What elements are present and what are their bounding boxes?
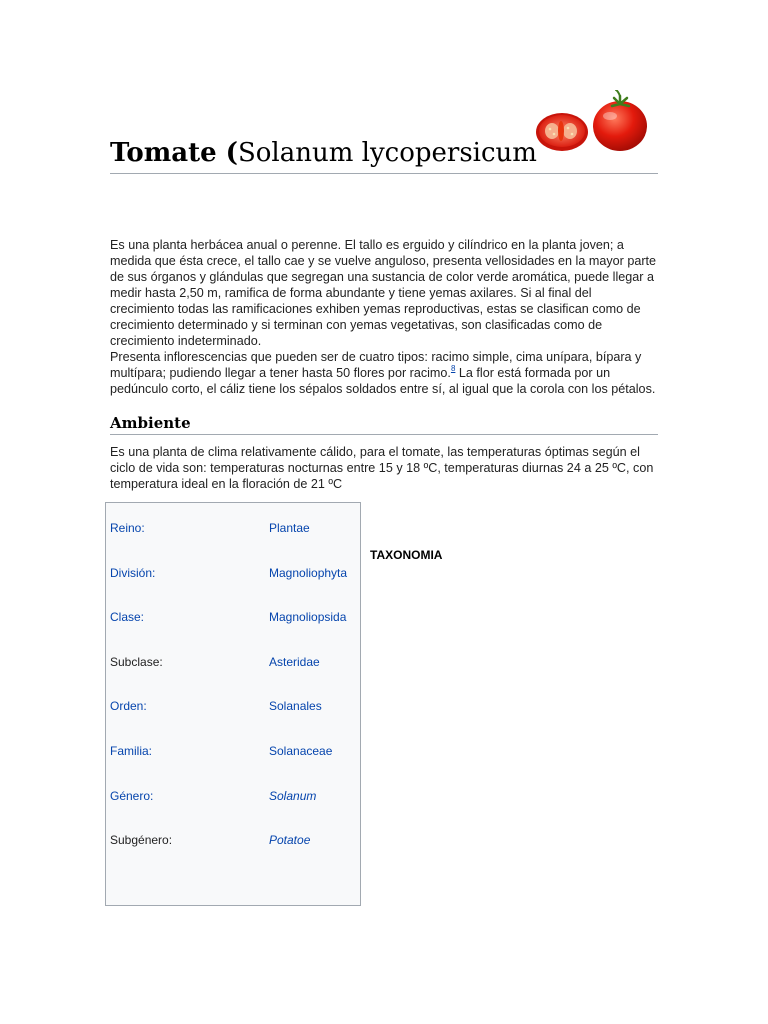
taxonomy-label-reino[interactable]: Reino: [110,521,145,535]
taxonomy-label-clase[interactable]: Clase: [110,610,145,624]
taxonomy-value-genero[interactable]: Solanum [269,789,317,803]
taxonomy-label-subclase: Subclase: [110,655,163,669]
intro-paragraph-2 [110,349,658,397]
taxonomy-label-orden[interactable]: Orden: [110,699,147,713]
ambiente-paragraph: Es una planta de clima relativamente cálido, para el tomate, las temperaturas óptimas según el ciclo de vida son: temperaturas nocturnas entre 15 y 18 ºC, temperaturas diurnas 24 a 25 ºC, con temperatura ideal en la floración de 21 ºC [110,445,654,491]
taxonomy-value-division[interactable]: Magnoliophyta [269,566,348,580]
taxonomy-label-subgenero: Subgénero: [110,833,173,847]
intro-paragraph-2-text-end: La flor está formada por un pedúnculo corto, el cáliz tiene los sépalos soldados entre sí, al igual que la corola con los pétalos. [110,366,656,396]
tomato-image [530,90,650,160]
taxonomy-value-clase[interactable]: Magnoliopsida [269,610,347,624]
taxonomy-row [106,833,360,849]
taxonomy-row [106,744,360,760]
section-divider [110,434,658,435]
taxonomy-value-familia[interactable]: Solanaceae [269,744,333,758]
intro-paragraph-2-text: Presenta inflorescencias que pueden ser de cuatro tipos: racimo simple, cima unípara, bípara y multípara; pudiendo llegar a tener hasta 50 flores por racimo. [110,350,642,380]
reference-link[interactable]: 8 [450,364,456,373]
taxonomy-row [106,655,360,671]
intro-paragraph-1: Es una planta herbácea anual o perenne. El tallo es erguido y cilíndrico en la planta joven; a medida que ésta crece, el tallo cae y se vuelve anguloso, presenta vellosidades en la mayor parte de sus órganos y glándulas que segregan una sustancia de color verde aromática, puede llegar a medir hasta 2,50 m, ramifica de forma abundante y tiene yemas axilares. Si al final del crecimiento todas las ramificaciones exhiben yemas reproductivas, estas se clasifican como de crecimiento determinado y si terminan con yemas vegetativas, son clasificadas como de crecimiento indeterminado. [110,238,657,348]
taxonomy-label-familia[interactable]: Familia: [110,744,153,758]
taxonomy-caption: TAXONOMIA [370,548,443,562]
taxonomy-row [106,789,360,805]
title-divider [110,173,658,174]
taxonomy-table [105,502,361,906]
title-scientific-name: Solanum lycopersicum [237,138,537,168]
taxonomy-value-orden[interactable]: Solanales [269,699,322,713]
taxonomy-row [106,610,360,626]
taxonomy-row [106,566,360,582]
taxonomy-label-genero[interactable]: Género: [110,789,154,803]
title-main: Tomate ( [110,138,238,168]
section-heading-ambiente: Ambiente [110,414,191,432]
taxonomy-value-reino[interactable]: Plantae [269,521,310,535]
taxonomy-value-subgenero[interactable]: Potatoe [269,833,311,847]
taxonomy-row [106,699,360,715]
page-title [110,138,537,168]
taxonomy-row [106,521,360,537]
taxonomy-label-division[interactable]: División: [110,566,156,580]
taxonomy-value-subclase[interactable]: Asteridae [269,655,320,669]
